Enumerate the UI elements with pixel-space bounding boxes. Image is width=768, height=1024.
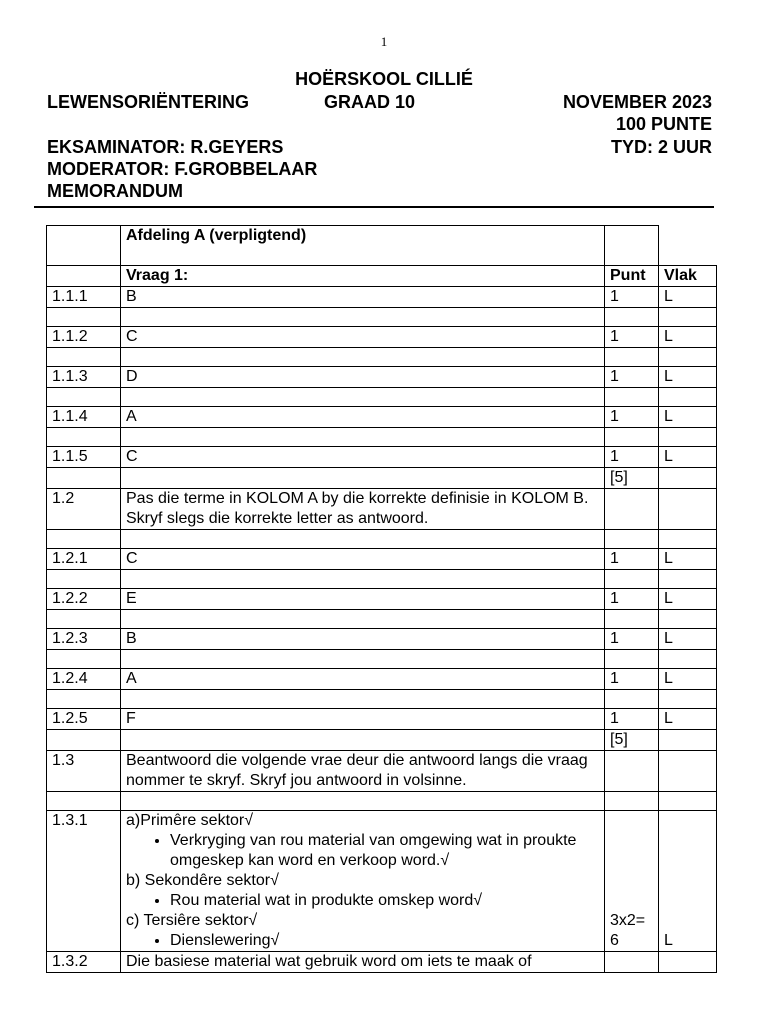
cognitive-level: L: [659, 447, 717, 468]
answer: D: [121, 367, 605, 388]
memorandum-table: [46, 225, 717, 973]
sector-label: c) Tersiêre sektor√: [126, 912, 258, 929]
subtotal: [5]: [605, 468, 659, 489]
question-number: 1.3: [47, 751, 121, 792]
school-name: HOËRSKOOL CILLIÉ: [295, 69, 473, 89]
question-title: Vraag 1:: [121, 266, 605, 287]
mark: 1: [605, 447, 659, 468]
table-row: [47, 447, 717, 468]
table-row: [47, 811, 717, 952]
instruction-text: Beantwoord die volgende vrae deur die antwoord langs die vraag nommer te skryf. Skryf jou antwoord in volsinne.: [121, 751, 605, 792]
answer: C: [121, 447, 605, 468]
mark: 1: [605, 367, 659, 388]
instruction-text: Pas die terme in KOLOM A by die korrekte definisie in KOLOM B. Skryf slegs die korrekte letter as antwoord.: [121, 489, 605, 530]
moderator-label: MODERATOR: F.GROBBELAAR: [47, 159, 318, 179]
examiner-label: EKSAMINATOR: R.GEYERS: [47, 137, 284, 157]
cognitive-level: L: [659, 669, 717, 690]
sector-label: b) Sekondêre sektor√: [126, 872, 279, 889]
mark: 1: [605, 709, 659, 730]
table-row: [47, 287, 717, 308]
question-number: 1.2.5: [47, 709, 121, 730]
cognitive-level: L: [659, 287, 717, 308]
list-item: • Rou material wat in produkte omskep word√: [170, 891, 599, 911]
document-type: MEMORANDUM: [47, 181, 183, 201]
answer: B: [121, 287, 605, 308]
cognitive-level: L: [659, 589, 717, 610]
cognitive-level: L: [659, 327, 717, 348]
answer: E: [121, 589, 605, 610]
page-number: 1: [380, 34, 388, 49]
bullet-list: [126, 891, 599, 911]
answer: F: [121, 709, 605, 730]
answer: A: [121, 407, 605, 428]
table-row: [47, 367, 717, 388]
grade-label: GRAAD 10: [324, 92, 416, 112]
list-item: • Dienslewering√: [170, 931, 599, 951]
total-marks: 100 PUNTE: [615, 114, 712, 134]
table-row: [47, 407, 717, 428]
instruction-row: [47, 751, 717, 792]
spacer-row: [47, 308, 717, 327]
mark: 1: [605, 629, 659, 650]
table-row: [47, 549, 717, 570]
table-row: [47, 589, 717, 610]
spacer-row: [47, 428, 717, 447]
section-header-row: [47, 226, 717, 266]
cognitive-level: L: [659, 367, 717, 388]
cognitive-level: L: [659, 629, 717, 650]
mark: [605, 811, 659, 952]
question-number: 1.1.2: [47, 327, 121, 348]
cognitive-level: L: [659, 811, 717, 952]
mark: 1: [605, 549, 659, 570]
sector-label: a)Primêre sektor√: [126, 812, 254, 829]
cognitive-level: L: [659, 407, 717, 428]
table-row: [47, 709, 717, 730]
answer: Die basiese material wat gebruik word om iets te maak of: [121, 952, 605, 973]
answer: C: [121, 327, 605, 348]
question-number: 1.1.1: [47, 287, 121, 308]
subject-name: LEWENSORIËNTERING: [47, 92, 250, 112]
instruction-row: [47, 489, 717, 530]
spacer-row: [47, 570, 717, 589]
mark-line: 6: [610, 932, 619, 949]
table-row: [47, 669, 717, 690]
section-title: Afdeling A (verpligtend): [121, 226, 605, 266]
cognitive-level: L: [659, 709, 717, 730]
question-number: 1.2: [47, 489, 121, 530]
question-number: 1.1.4: [47, 407, 121, 428]
exam-date: NOVEMBER 2023: [562, 92, 712, 112]
answer: A: [121, 669, 605, 690]
spacer-row: [47, 650, 717, 669]
question-number: 1.2.2: [47, 589, 121, 610]
level-column-header: Vlak: [659, 266, 717, 287]
spacer-row: [47, 792, 717, 811]
question-number: 1.1.3: [47, 367, 121, 388]
question-number: 1.2.1: [47, 549, 121, 570]
table-row: [47, 327, 717, 348]
marks-column-header: Punt: [605, 266, 659, 287]
question-number: 1.3.2: [47, 952, 121, 973]
answer: [121, 811, 605, 952]
spacer-row: [47, 690, 717, 709]
mark: 1: [605, 589, 659, 610]
mark: 1: [605, 669, 659, 690]
exam-time: TYD: 2 UUR: [610, 137, 712, 157]
list-item: • Verkryging van rou material van omgewing wat in proukte omgeskep kan word en verkoop word.√: [170, 831, 599, 871]
bullet-list: [126, 831, 599, 871]
spacer-row: [47, 530, 717, 549]
mark: 1: [605, 407, 659, 428]
answer: C: [121, 549, 605, 570]
spacer-row: [47, 610, 717, 629]
mark: 1: [605, 287, 659, 308]
question-header-row: [47, 266, 717, 287]
mark: 1: [605, 327, 659, 348]
table-row: [47, 952, 717, 973]
mark-line: 3x2=: [610, 912, 646, 929]
question-number: 1.3.1: [47, 811, 121, 952]
subtotal-row: [47, 468, 717, 489]
bullet-list: [126, 931, 599, 951]
answer: B: [121, 629, 605, 650]
subtotal-row: [47, 730, 717, 751]
table-row: [47, 629, 717, 650]
question-number: 1.1.5: [47, 447, 121, 468]
spacer-row: [47, 388, 717, 407]
question-number: 1.2.4: [47, 669, 121, 690]
header-divider: [34, 206, 714, 208]
spacer-row: [47, 348, 717, 367]
cognitive-level: L: [659, 549, 717, 570]
subtotal: [5]: [605, 730, 659, 751]
question-number: 1.2.3: [47, 629, 121, 650]
